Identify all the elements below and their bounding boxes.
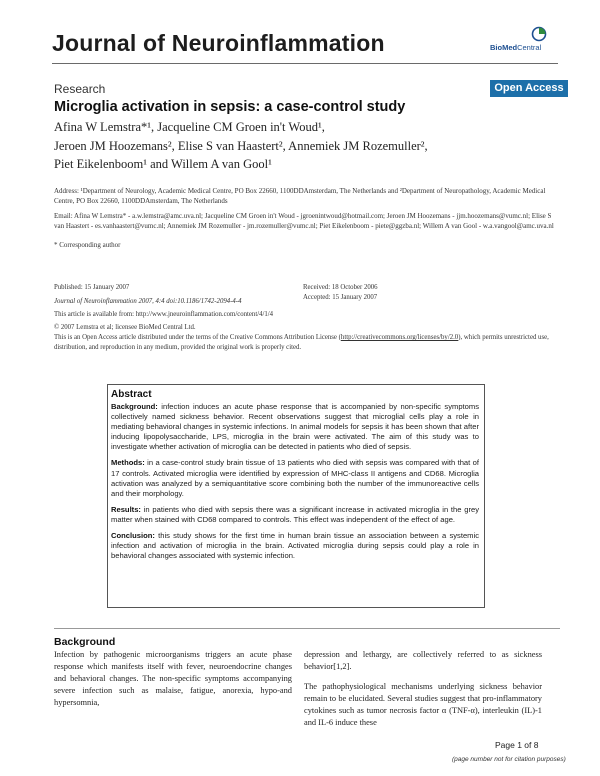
abstract-conclusion: Conclusion: this study shows for the first time in human brain tissue an association between a systemic infection and activation of microglia in the brain. Activated microglia during sepsis could play a role in behavioral changes associated with systemic infection. [111, 531, 479, 561]
author-emails: Email: Afina W Lemstra* - a.w.lemstra@amc.uva.nl; Jacqueline CM Groen in't Woud - jgroenintwoud@hotmail.com; Jeroen JM Hoozemans - jjm.hoozemans@vumc.nl; Elise S van Haastert - es.vanhaastert@vumc.nl; Annemiek JM Rozemuller - jm.rozemuller@vumc.nl; Piet Eikelenboom - piete@ggzba.nl; Willem A van Gool - w.a.vangool@amc.uva.nl [54, 212, 554, 230]
received-accepted-dates [303, 283, 378, 303]
abstract-background: Background: infection induces an acute phase response that is accompanied by non-specific symptoms collectively named sickness behavior. Recent observations suggest that microglial cells play a role in mediating behavioral changes in systemic infections. In animal models for sepsis it has been shown that after inducing lipopolysaccharide, LPS, microglia in the brain were activated. The aim of this study was to investigate whether activation of microglia can be detected in patients who died of sepsis. [111, 402, 479, 452]
received-date: Received: 18 October 2006 [303, 284, 378, 291]
open-access-badge: Open Access [490, 80, 568, 97]
author-line: Afina W Lemstra*¹, Jacqueline CM Groen in't Woud¹, [54, 120, 325, 134]
abstract-methods: Methods: in a case-control study brain tissue of 13 patients who died with sepsis was compared with that of 17 controls. Activated microglia were identified by expression of MHC-class II antigens and CD68. Microglia activation was analyzed by a semiquantitative score combining both the number of the immunoreactive cells and their morphology. [111, 458, 479, 498]
page-number-note: (page number not for citation purposes) [452, 756, 566, 763]
affiliation-address: Address: ¹Department of Neurology, Academic Medical Centre, PO Box 22660, 1100DDAmsterdam, The Netherlands and ²Department of Neuropathology, Academic Medical Centre, PO Box 22660, 1100DDAmsterdam, The Netherlands [54, 187, 546, 205]
license-link[interactable]: http://creativecommons.org/licenses/by/2.0 [340, 334, 459, 341]
body-paragraph: depression and lethargy, are collectively referred to as sickness behavior[1,2]. [304, 650, 542, 671]
author-line: Piet Eikelenboom¹ and Willem A van Gool¹ [54, 157, 272, 171]
author-list [54, 118, 554, 174]
body-column-left [54, 636, 292, 717]
published-date: Published: 15 January 2007 [54, 284, 130, 291]
abstract-box [107, 384, 485, 608]
author-line: Jeroen JM Hoozemans², Elise S van Haastert², Annemiek JM Rozemuller², [54, 138, 428, 153]
accepted-date: Accepted: 15 January 2007 [303, 294, 378, 301]
journal-title: Journal of Neuroinflammation [52, 30, 385, 56]
publisher-logo-text: BioMedCentral [490, 43, 542, 52]
article-title: Microglia activation in sepsis: a case-control study [54, 99, 406, 115]
body-column-right [304, 636, 542, 737]
license-text: This is an Open Access article distributed under the terms of the Creative Commons Attribution License (http://creativecommons.org/licenses/by/2.0), which permits unrestricted use, distribution, and reproduction in any medium, provided the original work is properly cited. [54, 334, 549, 351]
section-label: Research [54, 82, 106, 96]
availability-url[interactable]: This article is available from: http://www.jneuroinflammation.com/content/4/1/4 [54, 311, 274, 318]
abstract-results: Results: in patients who died with sepsis there was a significant increase in activated microglia in the grey matter when stained with CD68 compared to controls. This effect was independent of the effect of age. [111, 504, 479, 524]
background-heading: Background [54, 636, 116, 648]
license-block [54, 323, 564, 353]
page-number: Page 1 of 8 [495, 740, 539, 750]
citation: Journal of Neuroinflammation 2007, 4:4 doi:10.1186/1742-2094-4-4 [54, 298, 242, 305]
body-paragraph: Infection by pathogenic microorganisms triggers an acute phase response which manifests itself with fever, neuroendocrine changes and behavioral changes. The non-specific symptoms accompanying severe infection such as malaise, fatigue, anorexia, hypo-and hypersomnia, [54, 650, 292, 707]
header-rule [52, 63, 558, 64]
abstract-heading: Abstract [111, 389, 152, 400]
copyright-line: © 2007 Lemstra et al; licensee BioMed Central Ltd. [54, 324, 196, 331]
section-divider [54, 628, 560, 629]
body-paragraph: The pathophysiological mechanisms underlying sickness behavior remain to be elucidated. Several studies suggest that pro-inflammatory cytokines such as tumor necrosis factor α (TNF-α), interleukin (IL)-1 and IL-6 induce these [304, 682, 542, 727]
corresponding-author-note: * Corresponding author [54, 241, 121, 249]
